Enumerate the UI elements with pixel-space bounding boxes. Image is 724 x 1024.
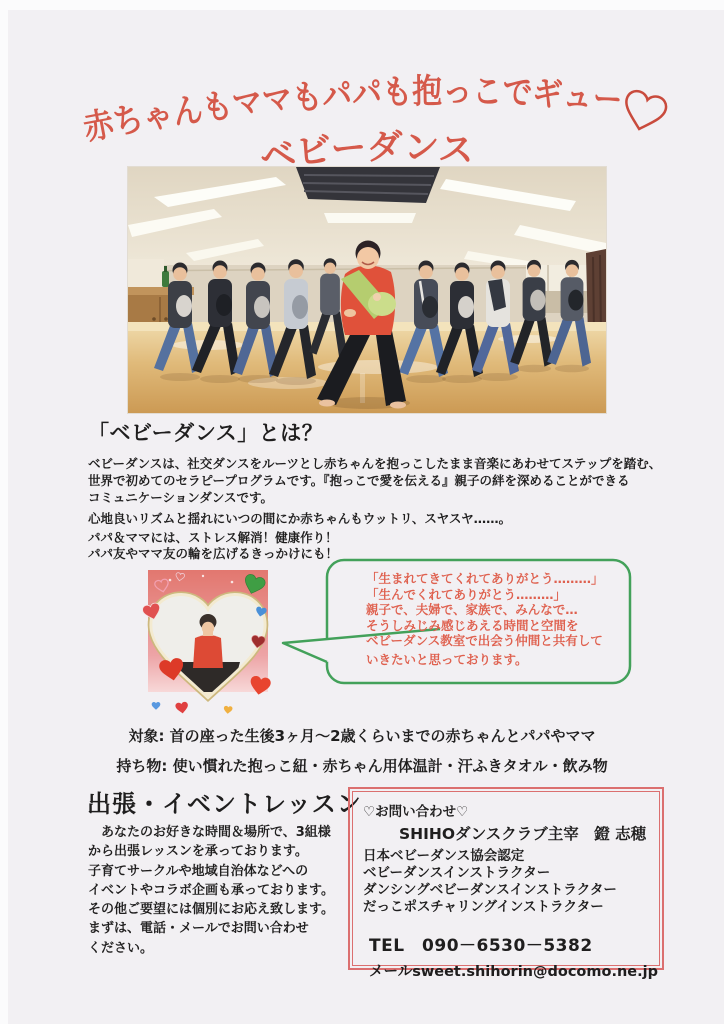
lesson-heading: 出張・イベントレッスン [87,790,362,818]
bubble-line1: 「生まれてきてくれてありがとう………」 [366,571,604,586]
contact-email: メールsweet.shihorin@docomo.ne.jp [369,964,658,980]
bubble-text [366,571,626,668]
about-heading: 「ベビーダンス」とは？ [88,421,324,445]
title-line1: 赤ちゃんもママもパパも抱っこでギュー [80,71,629,149]
contact-box-inner [352,791,660,980]
ac-vent [296,167,440,203]
bubble-line5: ベビーダンス教室で出会う仲間と共有して [366,633,603,649]
contact-box [348,787,664,980]
heart-photo-card [148,570,268,692]
heart-icon [175,701,189,714]
about-paragraph-2: 心地良いリズムと揺れにいつの間にか赤ちゃんもウットリ、スヤスヤ……。 [88,511,512,526]
class-details [62,721,662,781]
about-p1-line2: 世界で初めてのセラピープログラムです。『抱っこで愛を伝える』親子の絆を深めることができる [88,473,630,488]
heart-icon [152,702,161,710]
items-line: 持ち物: 使い慣れた抱っこ紐・赤ちゃん用体温計・汗ふきタオル・飲み物 [116,757,608,775]
contact-heading: ♡お問い合わせ♡ [363,804,469,820]
lesson-line7: ください。 [88,940,154,956]
contact-cert-3: ダンシングベビーダンスインストラクター [363,882,617,898]
lesson-line2: から出張レッスンを承っております。 [88,844,308,860]
studio-photo [127,166,607,414]
lesson-line3: 子育てサークルや地域自治体などへの [88,863,309,879]
lesson-paragraph [88,823,334,958]
lesson-line5: その他ご要望には個別にお応え致します。 [88,902,334,918]
title-line2: ベビーダンス [257,127,476,179]
lesson-line6: まずは、電話・メールでお問い合わせ [88,921,309,937]
bubble-line6: いきたいと思っております。 [366,651,528,667]
contact-principal: SHIHOダンスクラブ主宰 鐙 志穂 [399,825,647,843]
contact-cert-2: ベビーダンスインストラクター [363,865,551,881]
about-p3-line1: パパ＆ママには、ストレス解消！健康作り！ [88,530,338,545]
lesson-line1: あなたのお好きな時間＆場所で、3組様 [88,825,331,840]
about-p3-line2: パパ友やママ友の輪を広げるきっかけにも！ [88,546,339,561]
contact-cert-1: 日本ベビーダンス協会認定 [363,848,525,864]
about-p1-line3: コミュニケーションダンスです。 [88,490,274,505]
bubble-line2: 「生んでくれてありがとう………」 [366,586,567,602]
target-line: 対象: 首の座った生後3ヶ月～2歳くらいまでの赤ちゃんとパパやママ [128,727,596,745]
heart-icon [223,706,232,715]
contact-telephone: TEL 090－6530－5382 [369,936,593,956]
lesson-line4: イベントやコラボ企画も承っております。 [88,882,334,898]
heart-outline-icon [620,89,669,135]
about-paragraph-1 [88,455,661,506]
bubble-line3: 親子で、夫婦で、家族で、みんなで… [366,602,578,618]
bubble-line4: そうしみじみ感じあえる時間と空間を [366,617,579,633]
scan-edge-top [0,0,724,10]
about-p1-line1: ベビーダンスは、社交ダンスをルーツとし赤ちゃんを抱っこしたまま音楽にあわせてステップを踏む、 [88,456,662,471]
contact-cert-4: だっこポスチャリングインストラクター [363,899,604,915]
